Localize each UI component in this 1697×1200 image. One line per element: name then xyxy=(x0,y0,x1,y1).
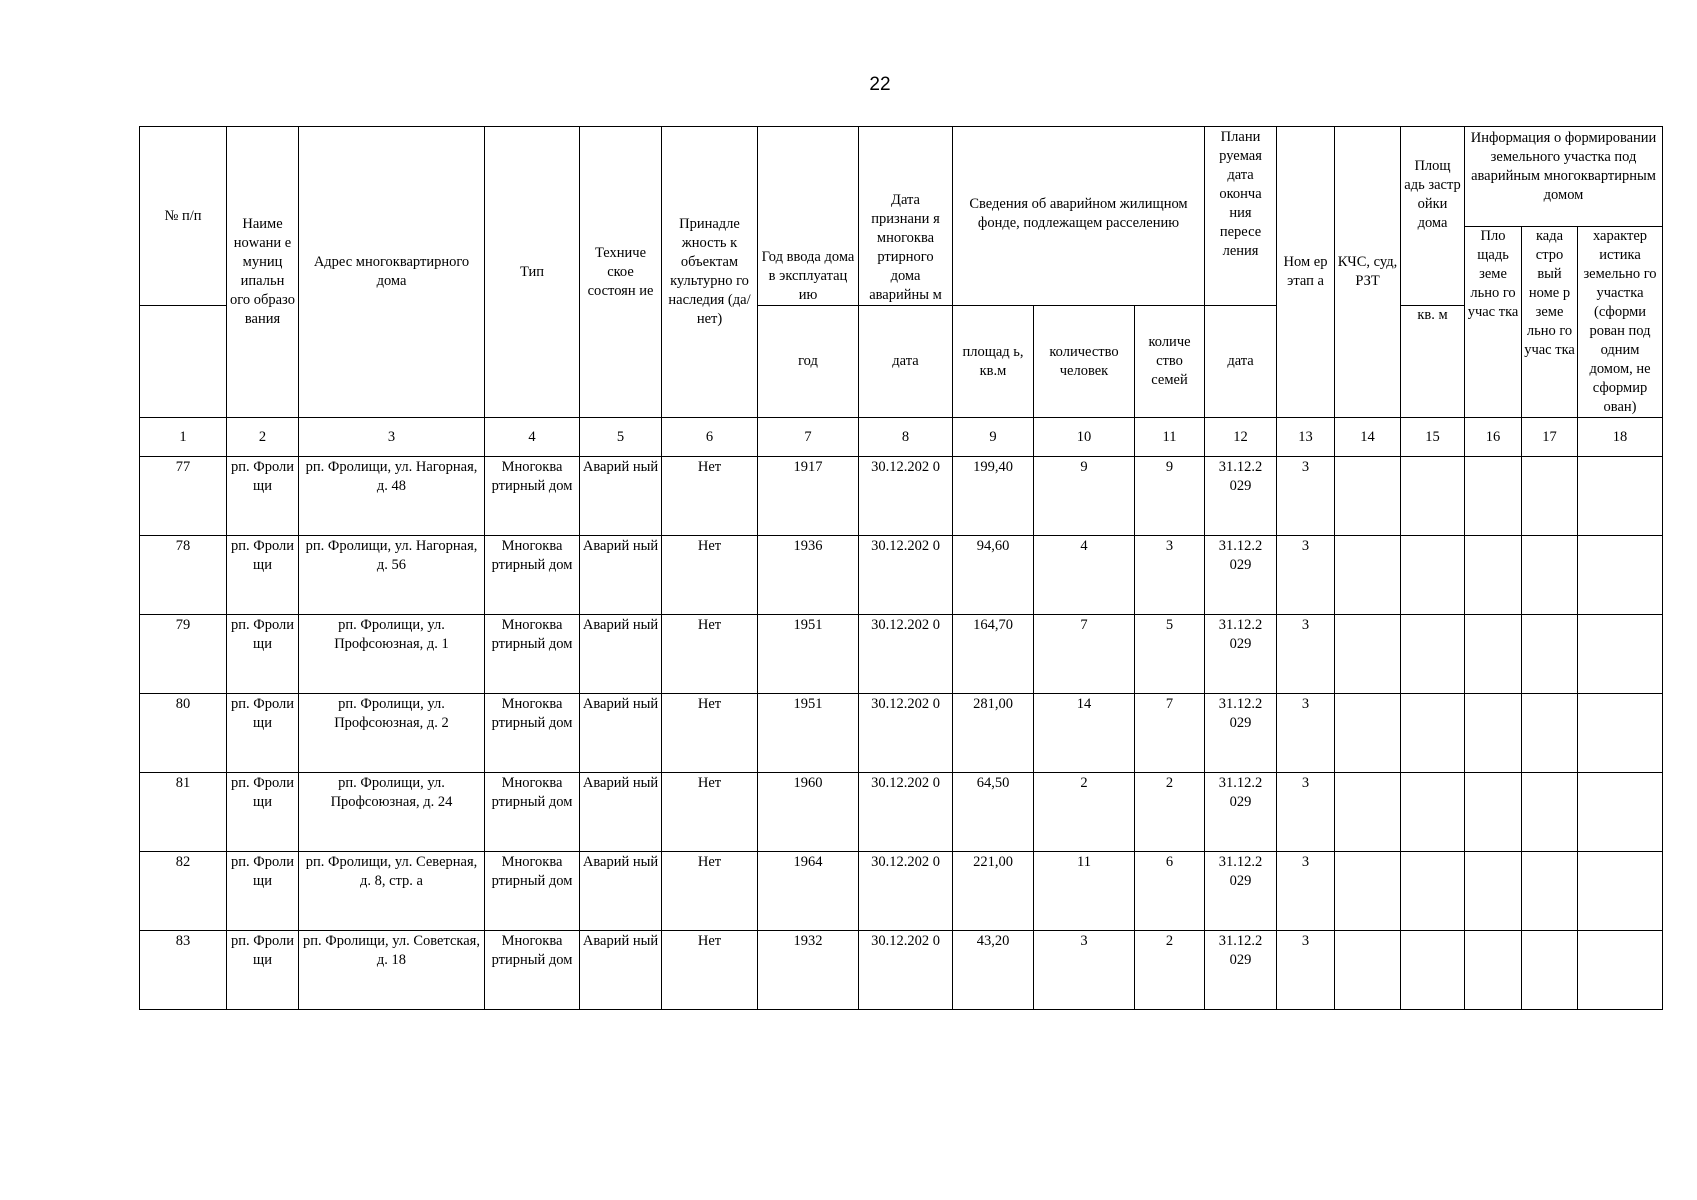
header-building-area-unit: кв. м xyxy=(1401,306,1465,418)
column-number-cell: 15 xyxy=(1401,418,1465,457)
building-area-cell xyxy=(1401,457,1465,536)
row-number: 82 xyxy=(140,852,227,931)
kchs-cell xyxy=(1335,536,1401,615)
header-land-plot-characteristics: характер истика земельно го участка (сформи рован под одним домом, не сформир ован) xyxy=(1578,227,1663,418)
heritage-cell: Нет xyxy=(662,773,758,852)
families-cell: 6 xyxy=(1135,852,1205,931)
table-row xyxy=(140,694,1663,773)
land-area-cell xyxy=(1465,536,1522,615)
column-number-cell: 18 xyxy=(1578,418,1663,457)
families-cell: 5 xyxy=(1135,615,1205,694)
column-number-cell: 6 xyxy=(662,418,758,457)
table-row xyxy=(140,615,1663,694)
address-cell: рп. Фролищи, ул. Северная, д. 8, стр. а xyxy=(299,852,485,931)
row-number: 79 xyxy=(140,615,227,694)
header-commission-year: Год ввода дома в эксплуатац ию xyxy=(758,127,859,306)
area-cell: 281,00 xyxy=(953,694,1034,773)
families-cell: 7 xyxy=(1135,694,1205,773)
municipality-cell: рп. Фроли щи xyxy=(227,931,299,1010)
area-cell: 164,70 xyxy=(953,615,1034,694)
column-number-cell: 7 xyxy=(758,418,859,457)
land-characteristics-cell xyxy=(1578,457,1663,536)
header-number: № п/п xyxy=(140,127,227,306)
header-fund-area: площад ь, кв.м xyxy=(953,306,1034,418)
state-cell: Аварий ный xyxy=(580,931,662,1010)
column-number-cell: 10 xyxy=(1034,418,1135,457)
cadastral-cell xyxy=(1522,615,1578,694)
land-characteristics-cell xyxy=(1578,852,1663,931)
municipality-cell: рп. Фроли щи xyxy=(227,773,299,852)
municipality-cell: рп. Фроли щи xyxy=(227,615,299,694)
recognition-date-cell: 30.12.202 0 xyxy=(859,773,953,852)
row-number: 77 xyxy=(140,457,227,536)
type-cell: Многоква ртирный дом xyxy=(485,931,580,1010)
table-body xyxy=(140,457,1663,1010)
land-characteristics-cell xyxy=(1578,694,1663,773)
municipality-cell: рп. Фроли щи xyxy=(227,457,299,536)
planned-date-cell: 31.12.2 029 xyxy=(1205,931,1277,1010)
building-area-cell xyxy=(1401,694,1465,773)
planned-date-cell: 31.12.2 029 xyxy=(1205,773,1277,852)
header-type: Тип xyxy=(485,127,580,418)
families-cell: 2 xyxy=(1135,931,1205,1010)
stage-cell: 3 xyxy=(1277,694,1335,773)
land-area-cell xyxy=(1465,615,1522,694)
land-characteristics-cell xyxy=(1578,773,1663,852)
people-cell: 2 xyxy=(1034,773,1135,852)
land-characteristics-cell xyxy=(1578,536,1663,615)
type-cell: Многоква ртирный дом xyxy=(485,852,580,931)
stage-cell: 3 xyxy=(1277,615,1335,694)
stage-cell: 3 xyxy=(1277,536,1335,615)
header-stage: Ном ер этап а xyxy=(1277,127,1335,418)
address-cell: рп. Фролищи, ул. Профсоюзная, д. 24 xyxy=(299,773,485,852)
type-cell: Многоква ртирный дом xyxy=(485,615,580,694)
recognition-date-cell: 30.12.202 0 xyxy=(859,457,953,536)
stage-cell: 3 xyxy=(1277,931,1335,1010)
building-area-cell xyxy=(1401,536,1465,615)
column-number-cell: 17 xyxy=(1522,418,1578,457)
municipality-cell: рп. Фроли щи xyxy=(227,536,299,615)
header-year-unit: год xyxy=(758,306,859,418)
header-cadastral-number: када стро вый номе р земе льно го учас тка xyxy=(1522,227,1578,418)
header-technical-state: Техниче ское состоян ие xyxy=(580,127,662,418)
land-area-cell xyxy=(1465,773,1522,852)
cadastral-cell xyxy=(1522,536,1578,615)
state-cell: Аварий ный xyxy=(580,457,662,536)
emergency-housing-table xyxy=(139,126,1663,1010)
header-land-plot-group: Информация о формировании земельного участка под аварийным многоквартирным домом xyxy=(1465,127,1663,227)
column-number-row xyxy=(140,418,1663,457)
area-cell: 64,50 xyxy=(953,773,1034,852)
header-emergency-fund-group: Сведения об аварийном жилищном фонде, подлежащем расселению xyxy=(953,127,1205,306)
cadastral-cell xyxy=(1522,773,1578,852)
families-cell: 9 xyxy=(1135,457,1205,536)
address-cell: рп. Фролищи, ул. Нагорная, д. 56 xyxy=(299,536,485,615)
column-number-cell: 3 xyxy=(299,418,485,457)
building-area-cell xyxy=(1401,615,1465,694)
building-area-cell xyxy=(1401,773,1465,852)
header-planned-date: Плани руемая дата оконча ния пересе ления xyxy=(1205,127,1277,306)
heritage-cell: Нет xyxy=(662,615,758,694)
planned-date-cell: 31.12.2 029 xyxy=(1205,536,1277,615)
heritage-cell: Нет xyxy=(662,536,758,615)
column-number-cell: 13 xyxy=(1277,418,1335,457)
planned-date-cell: 31.12.2 029 xyxy=(1205,457,1277,536)
column-number-cell: 16 xyxy=(1465,418,1522,457)
column-number-cell: 1 xyxy=(140,418,227,457)
land-area-cell xyxy=(1465,457,1522,536)
header-address: Адрес многоквартирного дома xyxy=(299,127,485,418)
header-number-cont xyxy=(140,306,227,418)
address-cell: рп. Фролищи, ул. Советская, д. 18 xyxy=(299,931,485,1010)
kchs-cell xyxy=(1335,694,1401,773)
area-cell: 43,20 xyxy=(953,931,1034,1010)
cadastral-cell xyxy=(1522,931,1578,1010)
people-cell: 9 xyxy=(1034,457,1135,536)
people-cell: 11 xyxy=(1034,852,1135,931)
heritage-cell: Нет xyxy=(662,852,758,931)
table-row xyxy=(140,773,1663,852)
cadastral-cell xyxy=(1522,457,1578,536)
municipality-cell: рп. Фроли щи xyxy=(227,694,299,773)
year-cell: 1917 xyxy=(758,457,859,536)
people-cell: 7 xyxy=(1034,615,1135,694)
state-cell: Аварий ный xyxy=(580,615,662,694)
planned-date-cell: 31.12.2 029 xyxy=(1205,694,1277,773)
people-cell: 4 xyxy=(1034,536,1135,615)
families-cell: 2 xyxy=(1135,773,1205,852)
row-number: 83 xyxy=(140,931,227,1010)
stage-cell: 3 xyxy=(1277,773,1335,852)
kchs-cell xyxy=(1335,773,1401,852)
year-cell: 1936 xyxy=(758,536,859,615)
state-cell: Аварий ный xyxy=(580,694,662,773)
address-cell: рп. Фролищи, ул. Нагорная, д. 48 xyxy=(299,457,485,536)
area-cell: 199,40 xyxy=(953,457,1034,536)
header-kchs: КЧС, суд, РЗТ xyxy=(1335,127,1401,418)
column-number-cell: 4 xyxy=(485,418,580,457)
kchs-cell xyxy=(1335,931,1401,1010)
page-number: 22 xyxy=(869,74,891,95)
land-area-cell xyxy=(1465,852,1522,931)
year-cell: 1951 xyxy=(758,694,859,773)
land-characteristics-cell xyxy=(1578,615,1663,694)
recognition-date-cell: 30.12.202 0 xyxy=(859,615,953,694)
type-cell: Многоква ртирный дом xyxy=(485,694,580,773)
table-row xyxy=(140,457,1663,536)
year-cell: 1951 xyxy=(758,615,859,694)
row-number: 80 xyxy=(140,694,227,773)
header-heritage: Принадле жность к объектам культурно го наследия (да/нет) xyxy=(662,127,758,418)
year-cell: 1960 xyxy=(758,773,859,852)
header-row-1 xyxy=(140,127,1663,227)
land-characteristics-cell xyxy=(1578,931,1663,1010)
planned-date-cell: 31.12.2 029 xyxy=(1205,615,1277,694)
column-number-cell: 8 xyxy=(859,418,953,457)
recognition-date-cell: 30.12.202 0 xyxy=(859,852,953,931)
area-cell: 94,60 xyxy=(953,536,1034,615)
table-row xyxy=(140,852,1663,931)
column-number-cell: 11 xyxy=(1135,418,1205,457)
header-land-plot-area: Пло щадь земе льно го учас тка xyxy=(1465,227,1522,418)
header-date-unit: дата xyxy=(859,306,953,418)
year-cell: 1964 xyxy=(758,852,859,931)
year-cell: 1932 xyxy=(758,931,859,1010)
header-recognition-date: Дата признани я многоква ртирного дома аварийны м xyxy=(859,127,953,306)
header-fund-people: количество человек xyxy=(1034,306,1135,418)
row-number: 78 xyxy=(140,536,227,615)
header-fund-families: количе ство семей xyxy=(1135,306,1205,418)
header-building-area: Площ адь застр ойки дома xyxy=(1401,127,1465,306)
kchs-cell xyxy=(1335,852,1401,931)
type-cell: Многоква ртирный дом xyxy=(485,536,580,615)
recognition-date-cell: 30.12.202 0 xyxy=(859,694,953,773)
column-number-cell: 12 xyxy=(1205,418,1277,457)
municipality-cell: рп. Фроли щи xyxy=(227,852,299,931)
cadastral-cell xyxy=(1522,852,1578,931)
header-municipality: Наиме нowани е муниц ипальн ого образо вания xyxy=(227,127,299,418)
stage-cell: 3 xyxy=(1277,457,1335,536)
area-cell: 221,00 xyxy=(953,852,1034,931)
column-number-cell: 2 xyxy=(227,418,299,457)
families-cell: 3 xyxy=(1135,536,1205,615)
state-cell: Аварий ный xyxy=(580,536,662,615)
address-cell: рп. Фролищи, ул. Профсоюзная, д. 2 xyxy=(299,694,485,773)
building-area-cell xyxy=(1401,852,1465,931)
column-number-cell: 14 xyxy=(1335,418,1401,457)
planned-date-cell: 31.12.2 029 xyxy=(1205,852,1277,931)
stage-cell: 3 xyxy=(1277,852,1335,931)
people-cell: 14 xyxy=(1034,694,1135,773)
kchs-cell xyxy=(1335,457,1401,536)
heritage-cell: Нет xyxy=(662,694,758,773)
address-cell: рп. Фролищи, ул. Профсоюзная, д. 1 xyxy=(299,615,485,694)
land-area-cell xyxy=(1465,931,1522,1010)
building-area-cell xyxy=(1401,931,1465,1010)
land-area-cell xyxy=(1465,694,1522,773)
recognition-date-cell: 30.12.202 0 xyxy=(859,931,953,1010)
state-cell: Аварий ный xyxy=(580,852,662,931)
heritage-cell: Нет xyxy=(662,457,758,536)
recognition-date-cell: 30.12.202 0 xyxy=(859,536,953,615)
row-number: 81 xyxy=(140,773,227,852)
table-row xyxy=(140,931,1663,1010)
column-number-cell: 5 xyxy=(580,418,662,457)
type-cell: Многоква ртирный дом xyxy=(485,773,580,852)
column-number-cell: 9 xyxy=(953,418,1034,457)
table-row xyxy=(140,536,1663,615)
type-cell: Многоква ртирный дом xyxy=(485,457,580,536)
header-planned-date-unit: дата xyxy=(1205,306,1277,418)
state-cell: Аварий ный xyxy=(580,773,662,852)
cadastral-cell xyxy=(1522,694,1578,773)
people-cell: 3 xyxy=(1034,931,1135,1010)
kchs-cell xyxy=(1335,615,1401,694)
heritage-cell: Нет xyxy=(662,931,758,1010)
